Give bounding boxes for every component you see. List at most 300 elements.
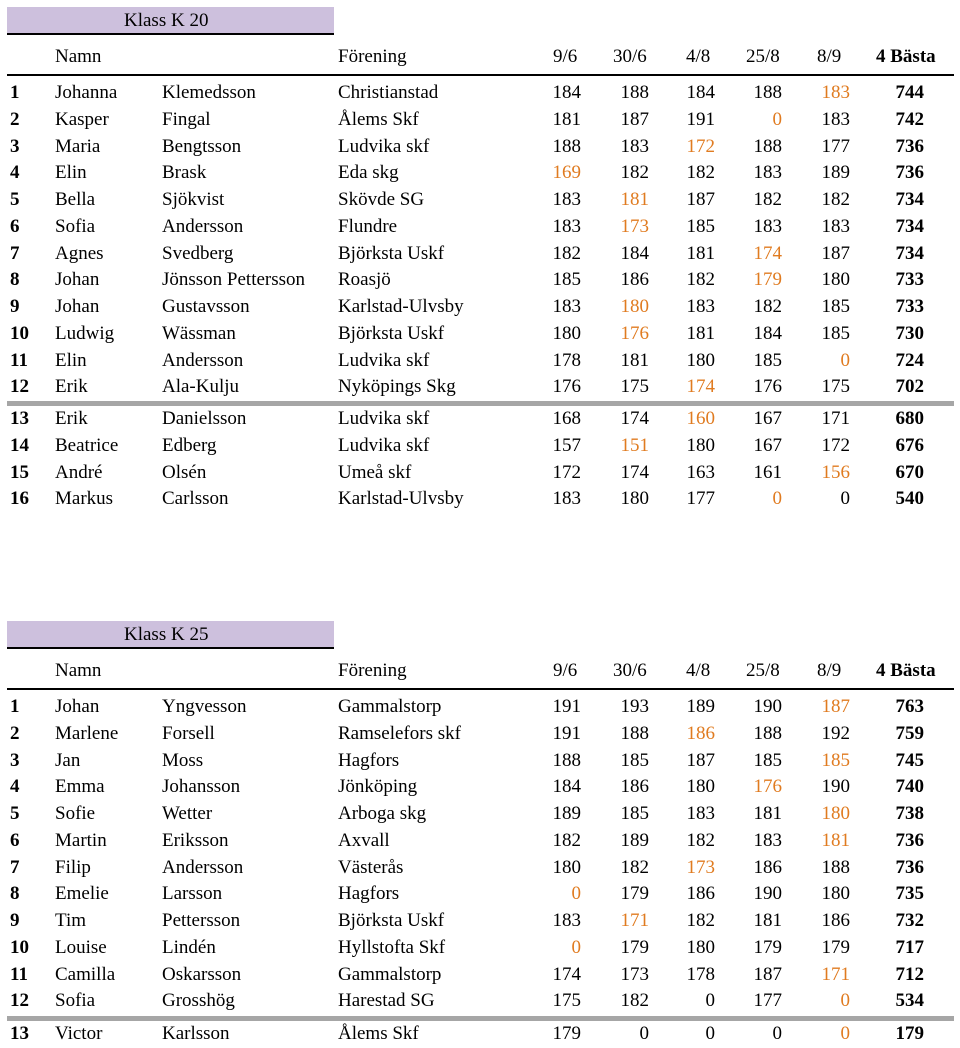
header-name: Namn [55,46,102,67]
score-cell: 184 [552,776,581,798]
dropped-score-cell: 156 [821,461,850,483]
first-name: Jan [55,749,81,771]
score-cell: 182 [686,162,715,184]
club-name: Gammalstorp [338,963,442,985]
header-date-1: 9/6 [553,660,578,681]
table-row [0,406,960,433]
score-cell: 176 [753,376,782,398]
qualification-divider [7,401,954,406]
last-name: Moss [162,749,204,771]
club-name: Karlstad-Ulvsby [338,296,464,317]
best-four-total: 724 [895,349,924,371]
club-name: Björksta Uskf [338,322,445,344]
best-four-total: 736 [895,829,924,851]
last-name: Yngvesson [162,696,247,717]
score-cell: 188 [552,749,581,771]
dropped-score-cell: 180 [620,296,649,317]
last-name: Andersson [162,215,244,237]
dropped-score-cell: 0 [840,349,850,371]
score-cell: 182 [552,829,581,851]
score-cell: 172 [821,434,850,456]
last-name: Danielsson [162,408,247,429]
dropped-score-cell: 174 [686,376,715,398]
club-name: Ålems Skf [338,108,419,130]
dropped-score-cell: 0 [772,488,782,510]
score-cell: 182 [620,162,649,184]
last-name: Klemedsson [162,82,256,103]
table-row [0,374,960,401]
best-four-total: 702 [895,376,924,398]
score-cell: 0 [639,1023,649,1044]
dropped-score-cell: 181 [620,189,649,210]
score-cell: 177 [821,135,850,157]
dropped-score-cell: 180 [821,803,850,824]
club-name: Axvall [338,829,390,851]
score-cell: 183 [552,189,581,210]
score-cell: 171 [821,408,850,429]
dropped-score-cell: 0 [772,108,782,130]
header-date-5: 8/9 [817,46,842,67]
header-date-4: 25/8 [746,660,780,681]
rank-number: 4 [10,162,20,184]
table-row [0,107,960,134]
score-cell: 178 [552,349,581,371]
last-name: Carlsson [162,488,229,510]
score-cell: 183 [552,215,581,237]
score-cell: 181 [753,910,782,931]
first-name: Sofia [55,215,96,237]
last-name: Andersson [162,856,244,878]
header-date-2: 30/6 [613,46,647,67]
score-cell: 179 [620,883,649,905]
score-cell: 182 [686,829,715,851]
club-name: Eda skg [338,162,399,184]
dropped-score-cell: 0 [571,883,581,905]
rank-number: 1 [10,696,20,717]
rank-number: 12 [10,376,29,398]
score-cell: 184 [753,322,782,344]
score-cell: 175 [821,376,850,398]
rank-number: 12 [10,990,29,1012]
rank-number: 2 [10,722,20,744]
club-name: Ludvika skf [338,349,430,371]
dropped-score-cell: 186 [686,722,715,744]
score-cell: 183 [686,803,715,824]
score-cell: 182 [686,269,715,291]
score-cell: 182 [821,189,850,210]
score-cell: 0 [705,1023,715,1044]
rank-number: 11 [10,349,28,371]
score-cell: 184 [552,82,581,103]
dropped-score-cell: 172 [686,135,715,157]
score-cell: 167 [753,408,782,429]
score-cell: 181 [753,803,782,824]
header-name: Namn [55,660,102,681]
score-cell: 188 [753,82,782,103]
score-cell: 187 [821,242,850,264]
table-row [0,214,960,241]
best-four-total: 680 [895,408,924,429]
table-row [0,348,960,375]
club-name: Ramselefors skf [338,722,461,744]
table-row [0,486,960,513]
header-club: Förening [338,660,407,681]
score-cell: 181 [686,322,715,344]
score-cell: 185 [821,296,850,317]
table-row [0,935,960,962]
first-name: Markus [55,488,114,510]
score-cell: 183 [552,296,581,317]
club-name: Hagfors [338,883,400,905]
score-cell: 180 [686,776,715,798]
best-four-total: 676 [895,434,924,456]
last-name: Johansson [162,776,241,798]
score-cell: 181 [620,349,649,371]
rank-number: 8 [10,269,20,291]
score-cell: 186 [753,856,782,878]
header-date-2: 30/6 [613,660,647,681]
score-cell: 185 [686,215,715,237]
rank-number: 13 [10,408,29,429]
score-cell: 188 [620,722,649,744]
club-name: Skövde SG [338,189,425,210]
table-row [0,801,960,828]
rank-number: 6 [10,829,20,851]
last-name: Andersson [162,349,244,371]
score-cell: 189 [686,696,715,717]
dropped-score-cell: 0 [840,1023,850,1044]
last-name: Oskarsson [162,963,242,985]
score-cell: 183 [753,215,782,237]
table-row [0,160,960,187]
table-row [0,1021,960,1048]
best-four-total: 712 [895,963,924,985]
first-name: Erik [55,408,88,429]
table-row [0,962,960,989]
last-name: Grosshög [162,990,235,1012]
club-name: Harestad SG [338,990,435,1012]
last-name: Bengtsson [162,135,242,157]
first-name: Camilla [55,963,116,985]
score-cell: 189 [620,829,649,851]
best-four-total: 736 [895,135,924,157]
score-cell: 182 [753,296,782,317]
rank-number: 7 [10,856,20,878]
club-name: Jönköping [338,776,418,798]
score-cell: 168 [552,408,581,429]
header-date-3: 4/8 [686,660,711,681]
first-name: Johan [55,696,100,717]
first-name: Elin [55,162,87,184]
score-cell: 184 [620,242,649,264]
dropped-score-cell: 174 [753,242,782,264]
score-cell: 175 [620,376,649,398]
header-date-4: 25/8 [746,46,780,67]
dropped-score-cell: 0 [571,936,581,958]
score-cell: 188 [552,135,581,157]
table-row [0,294,960,321]
last-name: Edberg [162,434,217,456]
score-cell: 175 [552,990,581,1012]
header-date-3: 4/8 [686,46,711,67]
score-cell: 176 [552,376,581,398]
club-name: Björksta Uskf [338,910,445,931]
rank-number: 15 [10,461,29,483]
best-four-total: 740 [895,776,924,798]
last-name: Gustavsson [162,296,250,317]
best-four-total: 759 [895,722,924,744]
last-name: Karlsson [162,1023,230,1044]
class-title: Klass K 20 [7,7,334,35]
qualification-divider [7,1016,954,1021]
dropped-score-cell: 173 [686,856,715,878]
rank-number: 16 [10,488,29,510]
score-cell: 187 [686,749,715,771]
score-cell: 0 [840,488,850,510]
club-name: Ludvika skf [338,434,430,456]
rank-number: 10 [10,936,29,958]
club-name: Umeå skf [338,461,412,483]
dropped-score-cell: 187 [821,696,850,717]
score-cell: 185 [753,749,782,771]
table-row [0,721,960,748]
score-cell: 183 [821,215,850,237]
score-cell: 189 [821,162,850,184]
dropped-score-cell: 173 [620,215,649,237]
first-name: Beatrice [55,434,119,456]
best-four-total: 763 [895,696,924,717]
best-four-total: 738 [895,803,924,824]
first-name: Marlene [55,722,119,744]
dropped-score-cell: 179 [753,269,782,291]
best-four-total: 734 [895,242,924,264]
score-cell: 186 [821,910,850,931]
score-cell: 180 [821,269,850,291]
score-cell: 188 [753,135,782,157]
score-cell: 191 [686,108,715,130]
table-row [0,988,960,1015]
first-name: Agnes [55,242,104,264]
table-row [0,321,960,348]
first-name: Victor [55,1023,103,1044]
score-cell: 174 [620,461,649,483]
header-best-four: 4 Bästa [876,46,936,67]
last-name: Eriksson [162,829,229,851]
last-name: Forsell [162,722,215,744]
first-name: André [55,461,103,483]
first-name: Ludwig [55,322,115,344]
best-four-total: 736 [895,162,924,184]
rank-number: 8 [10,883,20,905]
best-four-total: 717 [895,936,924,958]
score-cell: 188 [821,856,850,878]
score-cell: 177 [686,488,715,510]
score-cell: 182 [753,189,782,210]
dropped-score-cell: 183 [821,82,850,103]
table-row [0,855,960,882]
score-cell: 189 [552,803,581,824]
score-cell: 183 [821,108,850,130]
class-title: Klass K 25 [7,621,334,649]
last-name: Wässman [162,322,236,344]
table-row [0,241,960,268]
dropped-score-cell: 160 [686,408,715,429]
club-name: Karlstad-Ulvsby [338,488,464,510]
score-cell: 173 [620,963,649,985]
score-cell: 191 [552,696,581,717]
best-four-total: 734 [895,215,924,237]
first-name: Sofia [55,990,96,1012]
club-name: Roasjö [338,269,391,291]
score-cell: 180 [552,322,581,344]
score-cell: 157 [552,434,581,456]
rank-number: 5 [10,803,20,824]
header-club: Förening [338,46,407,67]
score-cell: 192 [821,722,850,744]
table-row [0,134,960,161]
last-name: Jönsson Pettersson [162,269,306,291]
club-name: Gammalstorp [338,696,442,717]
best-four-total: 733 [895,296,924,317]
score-cell: 180 [686,349,715,371]
table-row [0,694,960,721]
first-name: Johanna [55,82,118,103]
score-cell: 179 [552,1023,581,1044]
table-row [0,828,960,855]
table-row [0,460,960,487]
best-four-total: 736 [895,856,924,878]
rank-number: 3 [10,749,20,771]
club-name: Arboga skg [338,803,427,824]
rank-number: 2 [10,108,20,130]
score-cell: 182 [552,242,581,264]
rank-number: 10 [10,322,29,344]
table-row [0,774,960,801]
first-name: Bella [55,189,96,210]
best-four-total: 670 [895,461,924,483]
score-cell: 193 [620,696,649,717]
score-cell: 178 [686,963,715,985]
score-cell: 161 [753,461,782,483]
table-row [0,748,960,775]
club-name: Ludvika skf [338,408,430,429]
score-cell: 185 [620,803,649,824]
first-name: Erik [55,376,88,398]
score-cell: 183 [686,296,715,317]
rank-number: 14 [10,434,29,456]
last-name: Sjökvist [162,189,225,210]
table-row [0,881,960,908]
club-name: Hagfors [338,749,400,771]
score-cell: 183 [552,910,581,931]
dropped-score-cell: 171 [620,910,649,931]
score-cell: 0 [772,1023,782,1044]
score-cell: 182 [686,910,715,931]
first-name: Emma [55,776,105,798]
rank-number: 13 [10,1023,29,1044]
table-row [0,267,960,294]
rank-number: 5 [10,189,20,210]
header-date-5: 8/9 [817,660,842,681]
dropped-score-cell: 0 [840,990,850,1012]
last-name: Olsén [162,461,207,483]
rank-number: 3 [10,135,20,157]
first-name: Kasper [55,108,109,130]
rank-number: 4 [10,776,20,798]
club-name: Hyllstofta Skf [338,936,446,958]
score-cell: 190 [753,696,782,717]
rank-number: 11 [10,963,28,985]
best-four-total: 733 [895,269,924,291]
table-row [0,187,960,214]
first-name: Tim [55,910,86,931]
table-row [0,908,960,935]
score-cell: 163 [686,461,715,483]
first-name: Johan [55,296,100,317]
club-name: Björksta Uskf [338,242,445,264]
score-cell: 190 [753,883,782,905]
best-four-total: 735 [895,883,924,905]
club-name: Flundre [338,215,398,237]
score-cell: 179 [821,936,850,958]
dropped-score-cell: 169 [552,162,581,184]
score-cell: 174 [552,963,581,985]
last-name: Svedberg [162,242,234,264]
first-name: Sofie [55,803,96,824]
score-cell: 185 [552,269,581,291]
score-cell: 174 [620,408,649,429]
score-cell: 185 [620,749,649,771]
score-cell: 187 [753,963,782,985]
score-cell: 188 [753,722,782,744]
score-cell: 181 [686,242,715,264]
score-cell: 184 [686,82,715,103]
header-best-four: 4 Bästa [876,660,936,681]
score-cell: 182 [620,856,649,878]
last-name: Larsson [162,883,223,905]
dropped-score-cell: 176 [753,776,782,798]
last-name: Fingal [162,108,211,130]
best-four-total: 745 [895,749,924,771]
score-cell: 186 [620,776,649,798]
dropped-score-cell: 181 [821,829,850,851]
score-cell: 181 [552,108,581,130]
score-cell: 179 [753,936,782,958]
score-cell: 183 [552,488,581,510]
score-cell: 179 [620,936,649,958]
best-four-total: 744 [895,82,924,103]
rank-number: 9 [10,296,20,317]
score-cell: 183 [753,162,782,184]
first-name: Filip [55,856,91,878]
dropped-score-cell: 176 [620,322,649,344]
table-row [0,80,960,107]
dropped-score-cell: 185 [821,749,850,771]
first-name: Johan [55,269,100,291]
club-name: Nyköpings Skg [338,376,456,398]
score-cell: 177 [753,990,782,1012]
club-name: Christianstad [338,82,439,103]
best-four-total: 179 [895,1023,924,1044]
best-four-total: 534 [895,990,924,1012]
score-cell: 180 [821,883,850,905]
score-cell: 167 [753,434,782,456]
score-cell: 180 [686,434,715,456]
first-name: Martin [55,829,107,851]
rank-number: 9 [10,910,20,931]
first-name: Maria [55,135,101,157]
last-name: Wetter [162,803,213,824]
